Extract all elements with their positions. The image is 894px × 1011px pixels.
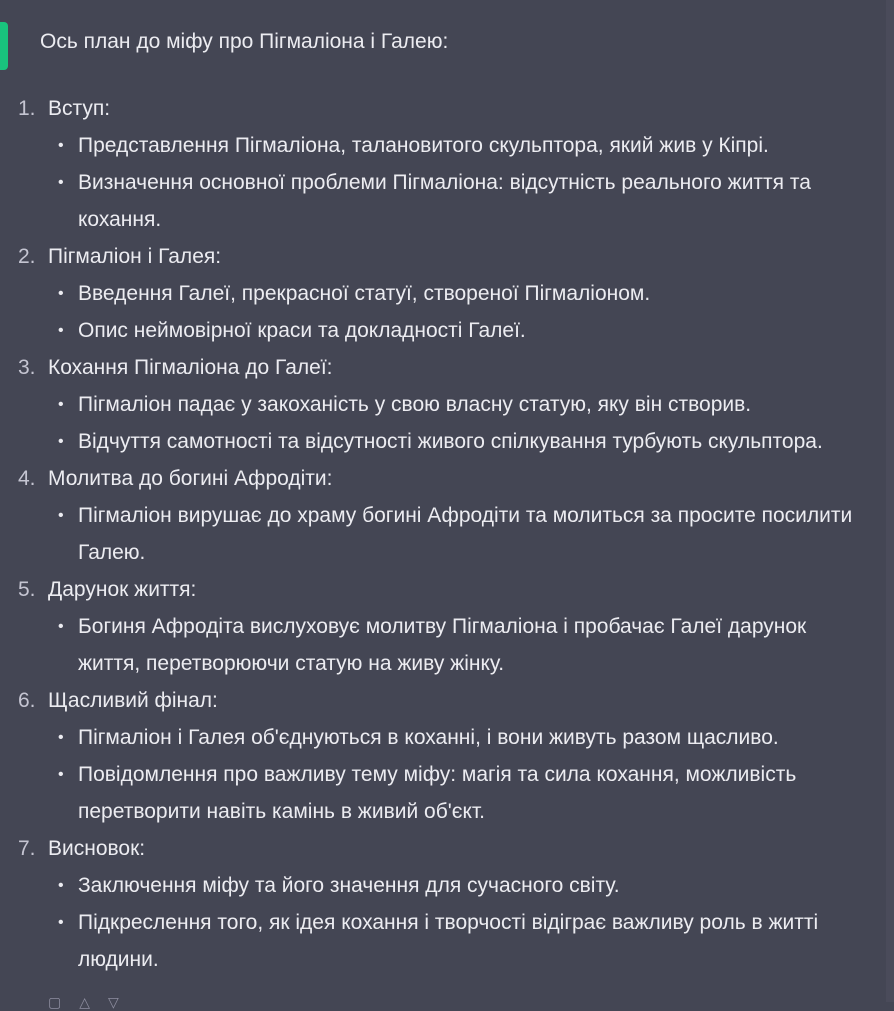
bullet-text: Визначення основної проблеми Пігмаліона: відсутність реального життя та кохання. — [78, 171, 811, 231]
bullet-item — [18, 756, 868, 830]
bullet-item — [18, 608, 868, 682]
plan-section — [18, 238, 868, 349]
section-title: Молитва до богині Афродіти: — [48, 467, 333, 490]
bullet-text: Введення Галеї, прекрасної статуї, створеної Пігмаліоном. — [78, 282, 651, 305]
section-title: Висновок: — [48, 837, 146, 860]
plan-section — [18, 682, 868, 830]
section-title: Кохання Пігмаліона до Галеї: — [48, 356, 333, 379]
section-title: Вступ: — [48, 97, 111, 120]
bullet-dot-icon: • — [58, 396, 64, 413]
bullet-dot-icon: • — [58, 137, 64, 154]
section-title: Пігмаліон і Галея: — [48, 245, 222, 268]
bullet-dot-icon: • — [58, 507, 64, 524]
section-number: 3. — [18, 356, 36, 379]
bullet-list — [18, 275, 868, 349]
section-heading — [18, 830, 868, 867]
bullet-item — [18, 423, 868, 460]
bullet-dot-icon: • — [58, 914, 64, 931]
bullet-item — [18, 386, 868, 423]
assistant-accent-bar — [0, 22, 8, 70]
bullet-text: Пігмаліон і Галея об'єднуються в коханні, і вони живуть разом щасливо. — [78, 726, 779, 749]
message-intro: Ось план до міфу про Пігмаліона і Галею: — [40, 30, 449, 53]
scrollbar-track[interactable] — [886, 0, 894, 1002]
section-heading — [18, 571, 868, 608]
bullet-dot-icon: • — [58, 766, 64, 783]
plan-list — [18, 90, 868, 978]
section-heading — [18, 682, 868, 719]
plan-section — [18, 349, 868, 460]
bullet-item — [18, 867, 868, 904]
bullet-list — [18, 719, 868, 830]
section-number: 5. — [18, 578, 36, 601]
bullet-item — [18, 127, 868, 164]
plan-section — [18, 571, 868, 682]
section-heading — [18, 90, 868, 127]
bullet-text: Пігмаліон падає у закоханість у свою власну статую, яку він створив. — [78, 393, 752, 416]
bullet-list — [18, 386, 868, 460]
section-heading — [18, 460, 868, 497]
plan-section — [18, 460, 868, 571]
plan-section — [18, 830, 868, 978]
bullet-dot-icon: • — [58, 877, 64, 894]
bullet-list — [18, 608, 868, 682]
bullet-dot-icon: • — [58, 433, 64, 450]
bullet-item — [18, 164, 868, 238]
bullet-text: Богиня Афродіта вислуховує молитву Пігмаліона і пробачає Галеї дарунок життя, перетворюючи статую на живу жінку. — [78, 615, 807, 675]
plan-section — [18, 90, 868, 238]
bullet-dot-icon: • — [58, 618, 64, 635]
bullet-text: Відчуття самотності та відсутності живого спілкування турбують скульптора. — [78, 430, 823, 453]
bullet-list — [18, 867, 868, 978]
bullet-text: Підкреслення того, як ідея кохання і творчості відіграє важливу роль в житті людини. — [78, 911, 819, 971]
section-number: 6. — [18, 689, 36, 712]
section-number: 4. — [18, 467, 36, 490]
bullet-dot-icon: • — [58, 729, 64, 746]
bullet-dot-icon: • — [58, 322, 64, 339]
message-actions — [48, 994, 119, 1011]
bullet-text: Представлення Пігмаліона, талановитого скульптора, який жив у Кіпрі. — [78, 134, 769, 157]
section-title: Щасливий фінал: — [48, 689, 218, 712]
bullet-item — [18, 275, 868, 312]
section-number: 1. — [18, 97, 36, 120]
bullet-list — [18, 127, 868, 238]
section-number: 2. — [18, 245, 36, 268]
bullet-text: Пігмаліон вирушає до храму богині Афродіти та молиться за просите посилити Галею. — [78, 504, 853, 564]
thumbs-up-icon[interactable]: △ — [79, 994, 91, 1010]
bullet-dot-icon: • — [58, 174, 64, 191]
bullet-text: Заключення міфу та його значення для сучасного світу. — [78, 874, 620, 897]
bullet-list — [18, 497, 868, 571]
bullet-dot-icon: • — [58, 285, 64, 302]
bullet-item — [18, 904, 868, 978]
bullet-text: Опис неймовірної краси та докладності Галеї. — [78, 319, 526, 342]
bullet-text: Повідомлення про важливу тему міфу: магія та сила кохання, можливість перетворити навіть камінь в живий об'єкт. — [78, 763, 797, 823]
scrollbar-thumb[interactable] — [886, 0, 894, 1002]
thumbs-down-icon[interactable]: ▽ — [108, 994, 119, 1010]
bullet-item — [18, 497, 868, 571]
bullet-item — [18, 719, 868, 756]
section-title: Дарунок життя: — [48, 578, 197, 601]
section-heading — [18, 349, 868, 386]
section-number: 7. — [18, 837, 36, 860]
bullet-item — [18, 312, 868, 349]
copy-icon[interactable]: ▢ — [48, 994, 62, 1010]
section-heading — [18, 238, 868, 275]
